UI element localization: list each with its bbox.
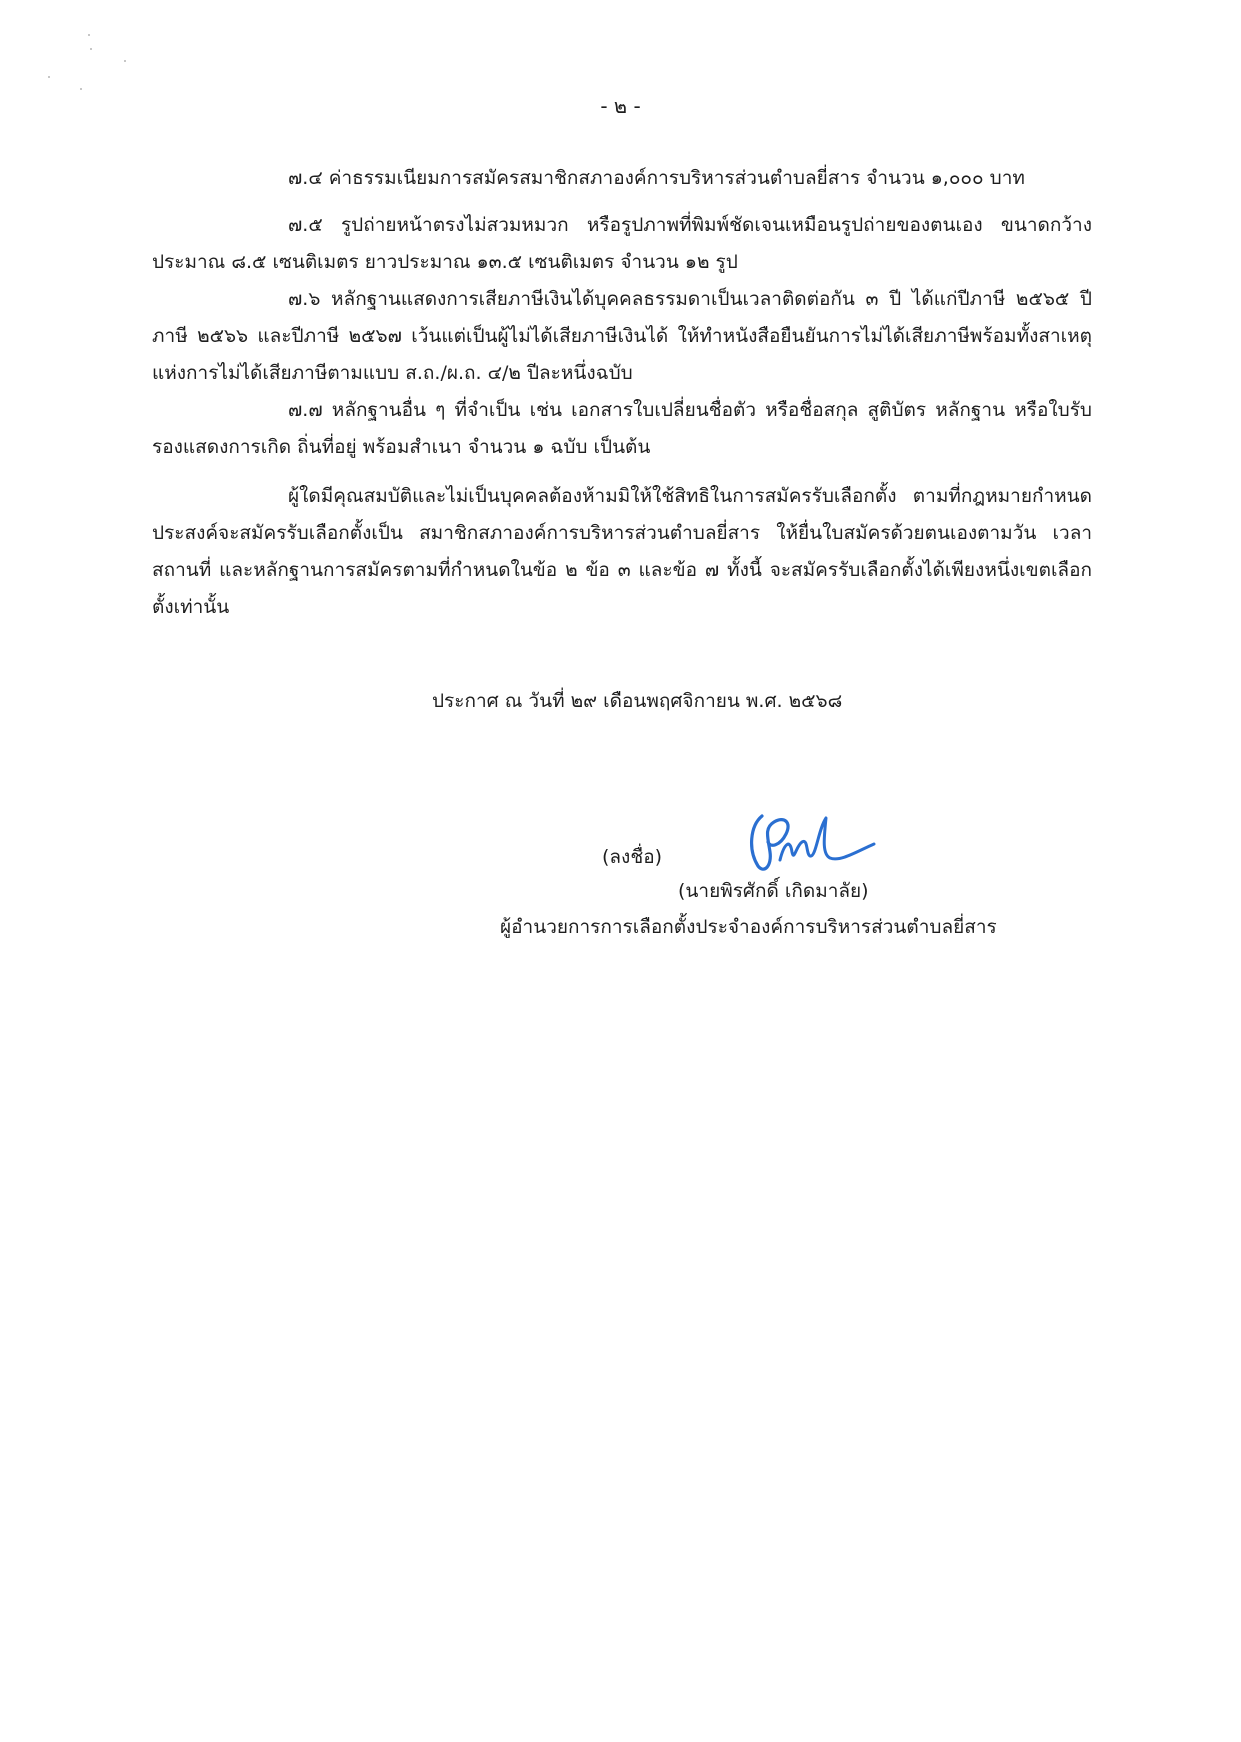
item-7-4: ๗.๔ ค่าธรรมเนียมการสมัครสมาชิกสภาองค์การบริหารส่วนตำบลยี่สาร จำนวน ๑,๐๐๐ บาท xyxy=(288,167,1025,189)
item-7-6: ๗.๖ หลักฐานแสดงการเสียภาษีเงินได้บุคคลธรรมดาเป็นเวลาติดต่อกัน ๓ ปี ได้แก่ปีภาษี ๒๕๖๕ ปีภาษี ๒๕๖๖ และปีภาษี ๒๕๖๗ เว้นแต่เป็นผู้ไม่ได้เสียภาษีเงินได้ ให้ทำหนังสือยืนยันการไม่ได้เสียภาษีพร้อมทั้งสาเหตุแห่งการไม่ได้เสียภาษีตามแบบ ส.ถ./ผ.ถ. ๔/๒ ปีละหนึ่งฉบับ xyxy=(152,288,1092,384)
scan-speck xyxy=(48,76,50,78)
handwritten-signature xyxy=(740,808,880,878)
sign-label: (ลงชื่อ) xyxy=(602,846,663,868)
eligibility-paragraph: ผู้ใดมีคุณสมบัติและไม่เป็นบุคคลต้องห้ามมิให้ใช้สิทธิในการสมัครรับเลือกตั้ง ตามที่กฎหมายกำหนด ประสงค์จะสมัครรับเลือกตั้งเป็น สมาชิกสภาองค์การบริหารส่วนตำบลยี่สาร ให้ยื่นใบสมัครด้วยตนเองตามวัน เวลา สถานที่ และหลักฐานการสมัครตามที่กำหนดในข้อ ๒ ข้อ ๓ และข้อ ๗ ทั้งนี้ จะสมัครรับเลือกตั้งได้เพียงหนึ่งเขตเลือกตั้งเท่านั้น xyxy=(152,485,1092,618)
signer-name: (นายพิรศักดิ์ เกิดมาลัย) xyxy=(678,880,869,902)
item-7-5: ๗.๕ รูปถ่ายหน้าตรงไม่สวมหมวก หรือรูปภาพที่พิมพ์ชัดเจนเหมือนรูปถ่ายของตนเอง ขนาดกว้างประมาณ ๘.๕ เซนติเมตร ยาวประมาณ ๑๓.๕ เซนติเมตร จำนวน ๑๒ รูป xyxy=(152,214,1092,273)
signer-title: ผู้อำนวยการการเลือกตั้งประจำองค์การบริหารส่วนตำบลยี่สาร xyxy=(500,916,997,938)
announcement-date: ประกาศ ณ วันที่ ๒๙ เดือนพฤศจิกายน พ.ศ. ๒๕๖๘ xyxy=(432,690,843,712)
scan-speck xyxy=(124,60,126,62)
item-7-7: ๗.๗ หลักฐานอื่น ๆ ที่จำเป็น เช่น เอกสารใบเปลี่ยนชื่อตัว หรือชื่อสกุล สูติบัตร หลักฐาน หรือใบรับรองแสดงการเกิด ถิ่นที่อยู่ พร้อมสำเนา จำนวน ๑ ฉบับ เป็นต้น xyxy=(152,399,1092,458)
scan-speck xyxy=(90,48,92,50)
body-text xyxy=(152,160,1092,636)
scan-speck xyxy=(88,34,90,36)
page-number: - ๒ - xyxy=(600,94,641,118)
